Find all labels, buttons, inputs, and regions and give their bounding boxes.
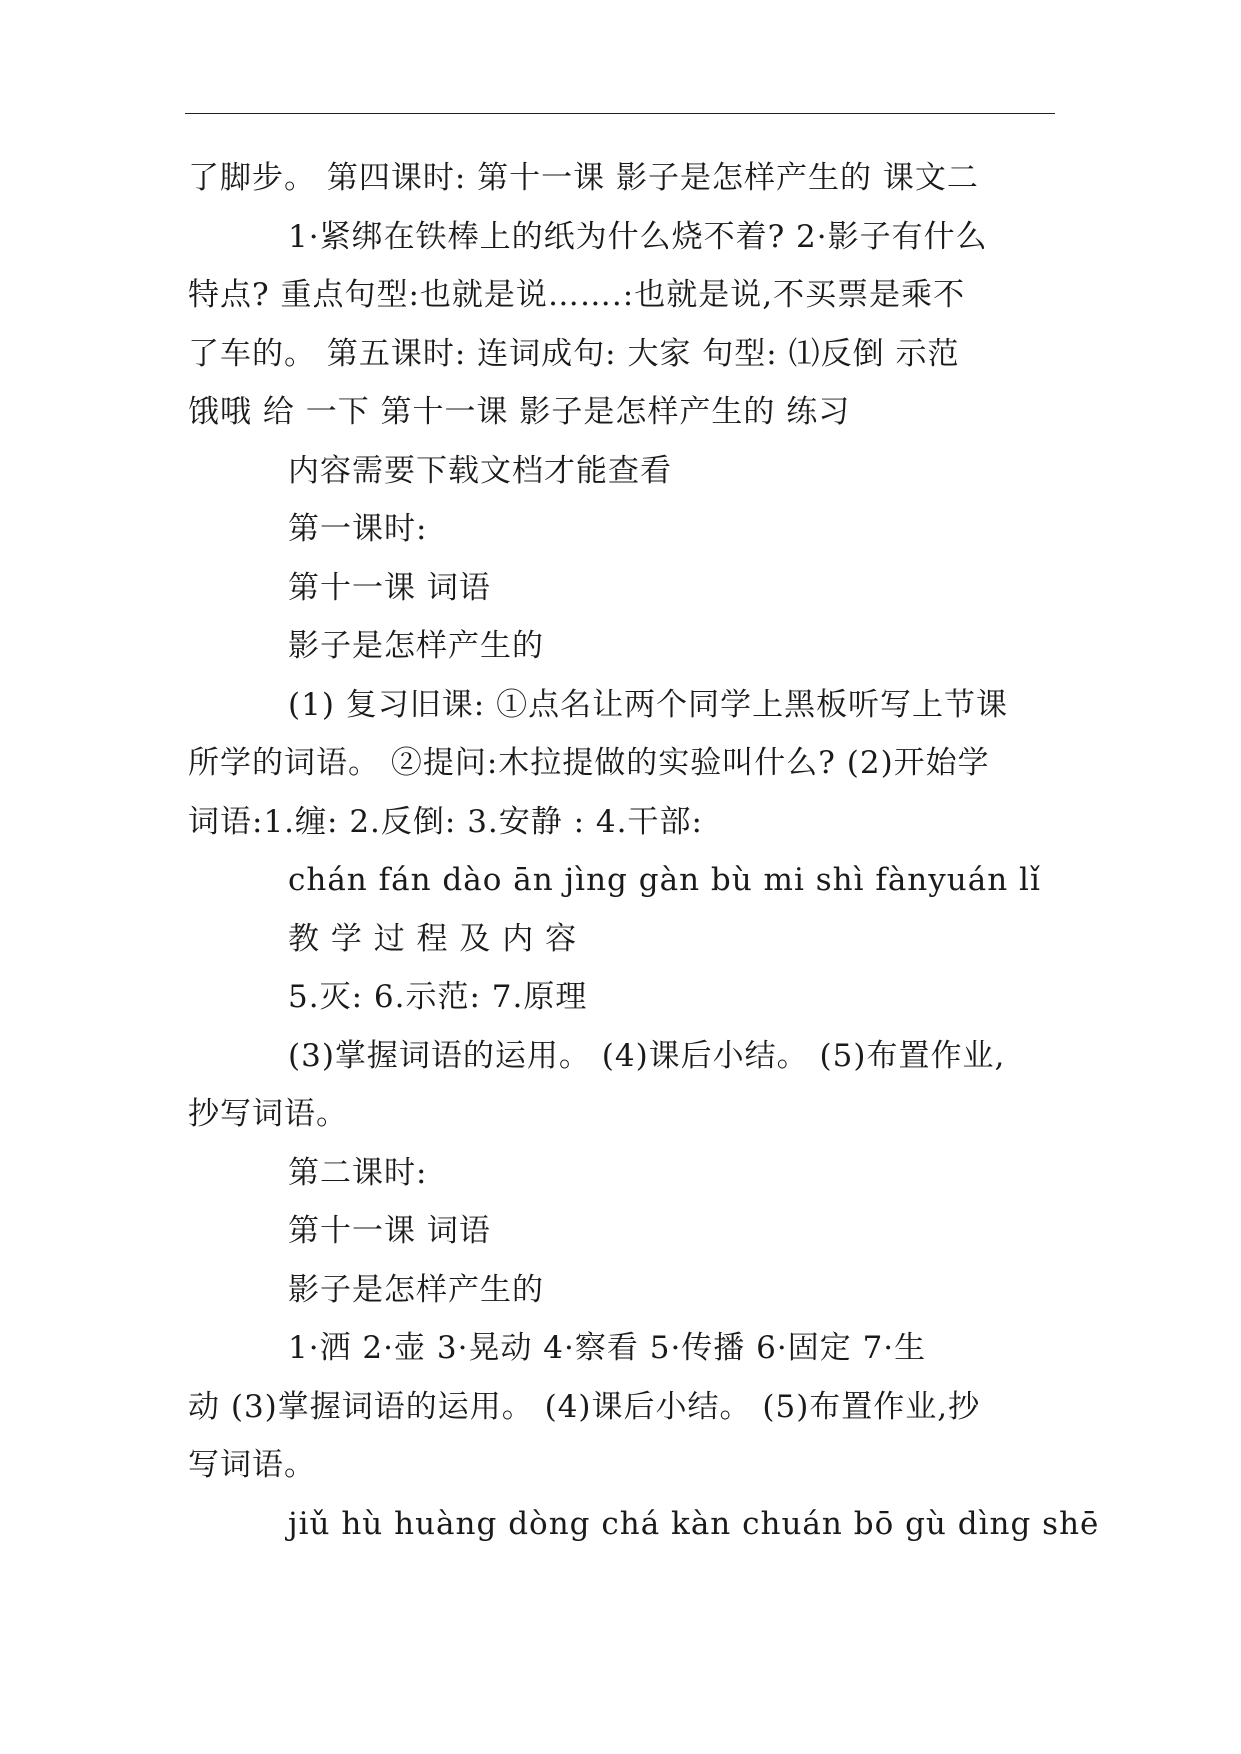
text-line: 教 学 过 程 及 内 容 bbox=[288, 921, 578, 957]
lesson-title: 第十一课 词语 bbox=[288, 570, 491, 606]
text-line: 写词语。 bbox=[188, 1447, 316, 1483]
section-heading: 第二课时: bbox=[288, 1155, 428, 1191]
lesson-subtitle: 影子是怎样产生的 bbox=[288, 628, 544, 664]
text-line: 了脚步。 第四课时: 第十一课 影子是怎样产生的 课文二 bbox=[188, 160, 979, 196]
text-line: 所学的词语。 ②提问:木拉提做的实验叫什么? (2)开始学 bbox=[188, 745, 990, 781]
text-line: (1) 复习旧课: ①点名让两个同学上黑板听写上节课 bbox=[288, 687, 1009, 723]
text-line: 了车的。 第五课时: 连词成句: 大家 句型: ⑴反倒 示范 bbox=[188, 336, 960, 372]
text-line: (3)掌握词语的运用。 (4)课后小结。 (5)布置作业, bbox=[288, 1038, 1006, 1074]
text-line: 特点? 重点句型:也就是说…….:也就是说,不买票是乘不 bbox=[188, 277, 966, 313]
text-line: 1·洒 2·壶 3·晃动 4·察看 5·传播 6·固定 7·生 bbox=[288, 1330, 927, 1366]
header-rule bbox=[185, 113, 1055, 114]
lesson-title: 第十一课 词语 bbox=[288, 1213, 491, 1249]
text-line: 5.灭: 6.示范: 7.原理 bbox=[288, 979, 588, 1015]
text-line: 1·紧绑在铁棒上的纸为什么烧不着? 2·影子有什么 bbox=[288, 219, 988, 255]
text-line: 饿哦 给 一下 第十一课 影子是怎样产生的 练习 bbox=[188, 394, 851, 430]
pinyin-line: jiǔ hù huàng dòng chá kàn chuán bō gù dìng shē bbox=[288, 1506, 1100, 1542]
text-line: 词语:1.缠: 2.反倒: 3.安静 : 4.干部: bbox=[188, 804, 703, 840]
text-line: 抄写词语。 bbox=[188, 1096, 348, 1132]
text-line: 动 (3)掌握词语的运用。 (4)课后小结。 (5)布置作业,抄 bbox=[188, 1389, 981, 1425]
lesson-subtitle: 影子是怎样产生的 bbox=[288, 1272, 544, 1308]
section-heading: 第一课时: bbox=[288, 511, 428, 547]
text-line: 内容需要下载文档才能查看 bbox=[288, 453, 672, 489]
pinyin-line: chán fán dào ān jìng gàn bù mi shì fànyuán lǐ bbox=[288, 862, 1041, 898]
